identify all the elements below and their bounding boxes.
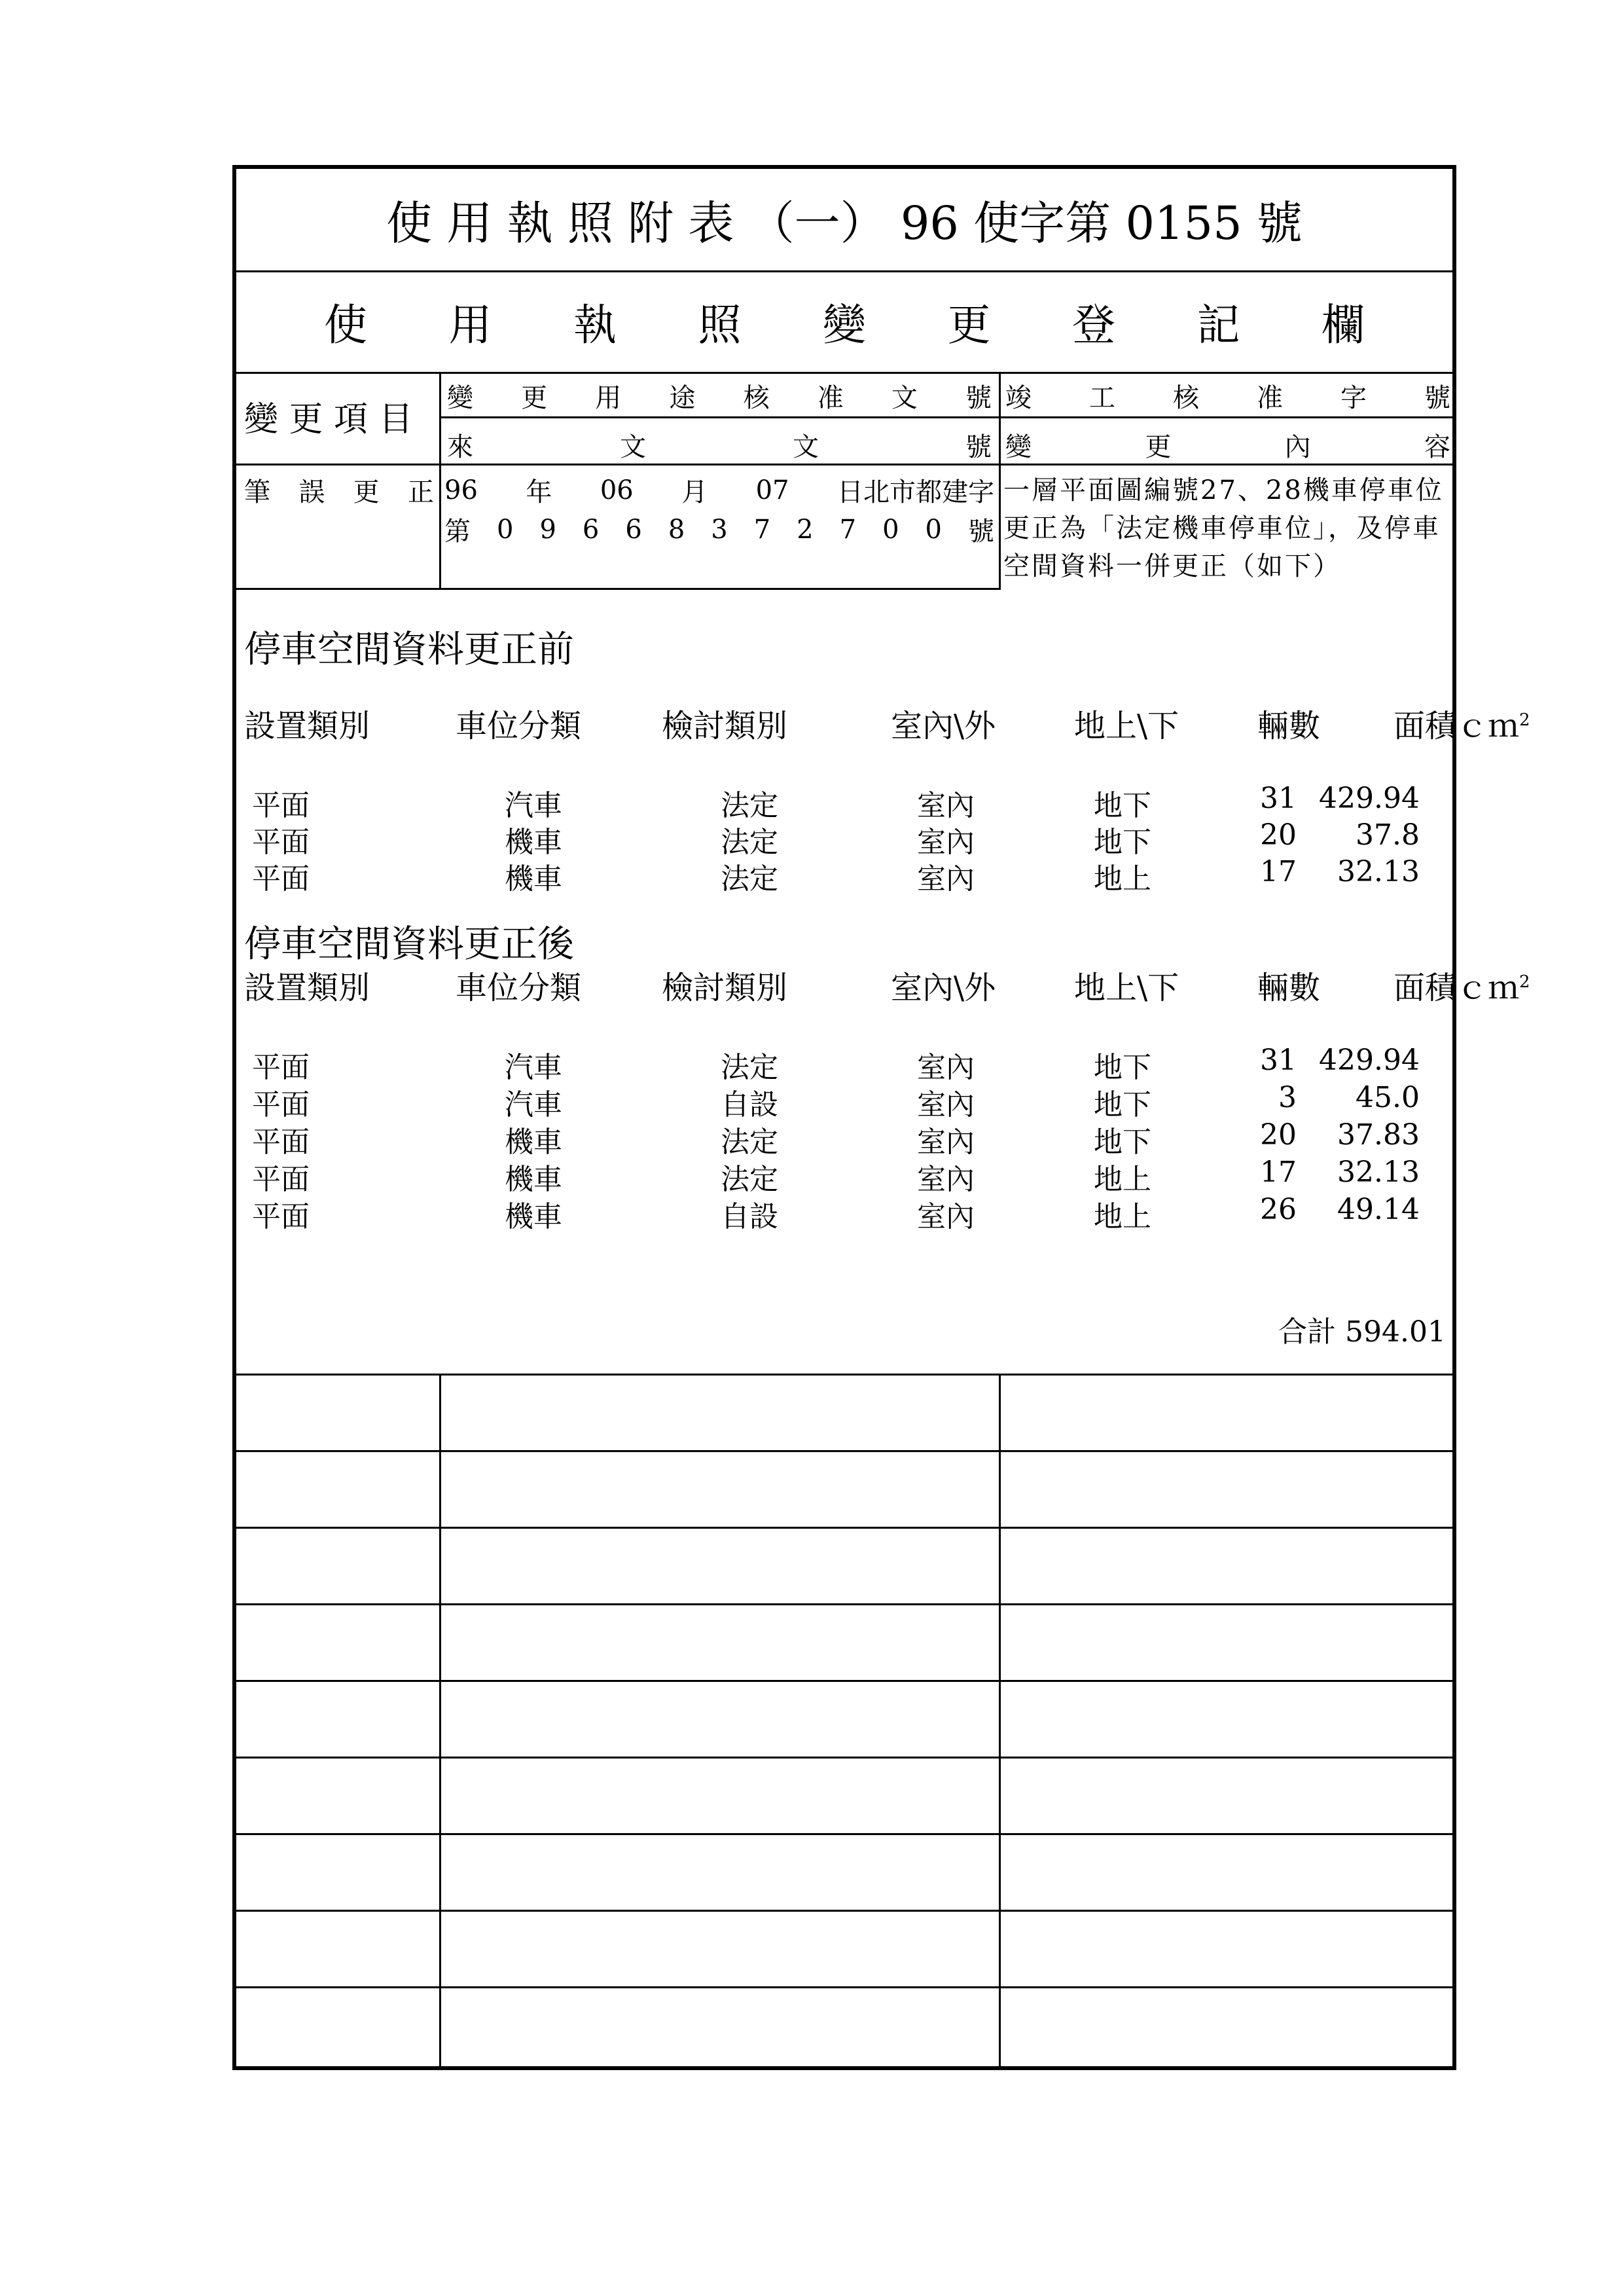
row-indoor: 室內 [917, 826, 975, 859]
divider [236, 1680, 1452, 1682]
row-area: 32.13 [1337, 1156, 1420, 1189]
before-title: 停車空間資料更正前 [244, 629, 574, 671]
row-review: 法定 [721, 789, 778, 822]
divider [236, 1374, 1452, 1376]
header-indoor: 室內\外 [891, 708, 996, 744]
label-char: 更 [521, 383, 548, 413]
row-review: 自設 [721, 1088, 778, 1121]
row-ground: 地上 [1094, 862, 1151, 896]
label-char: 變 [447, 383, 473, 413]
row-spot: 機車 [505, 862, 562, 896]
row-indoor: 室內 [917, 862, 975, 896]
subtitle-char: 登 [1072, 300, 1115, 350]
row-count: 31 [1260, 782, 1297, 815]
value-char: 第 [444, 517, 471, 547]
value-char: 7 [753, 514, 771, 545]
row-spot: 機車 [505, 1125, 562, 1159]
value-char: 06 [600, 475, 634, 505]
label-char: 文 [891, 383, 918, 413]
label-char: 內 [1284, 432, 1311, 462]
row-ground: 地下 [1094, 789, 1151, 822]
value-char: 9 [539, 514, 556, 545]
row-area: 429.94 [1319, 1044, 1420, 1077]
row-ground: 地下 [1094, 826, 1151, 859]
after-title: 停車空間資料更正後 [244, 923, 574, 966]
value-char: 2 [797, 514, 814, 545]
label-char: 文 [620, 432, 646, 462]
subtitle [236, 270, 1452, 372]
label-char: 准 [817, 383, 844, 413]
row-area: 49.14 [1337, 1193, 1420, 1226]
header-ground: 地上\下 [1074, 708, 1179, 744]
header-review: 檢討類別 [662, 708, 788, 744]
value-char: 07 [755, 475, 789, 505]
label-char: 號 [965, 383, 992, 413]
document-frame [232, 165, 1530, 2070]
row-type: 平面 [252, 826, 310, 859]
divider [999, 1374, 1001, 2066]
label-char: 核 [1173, 383, 1199, 413]
header-count: 輛數 [1257, 708, 1321, 744]
row-type: 平面 [252, 1200, 310, 1233]
value-char: 96 [444, 475, 478, 505]
subtitle-char: 更 [947, 300, 991, 350]
value-char: 6 [582, 514, 600, 545]
row-spot: 汽車 [505, 789, 562, 822]
total-area: 合計 594.01 [1278, 1315, 1446, 1349]
label-char: 變 [1005, 432, 1032, 462]
header-indoor: 室內\外 [891, 970, 996, 1006]
value-char: 3 [711, 514, 728, 545]
label-char: 號 [965, 432, 992, 462]
row-area: 37.8 [1356, 818, 1420, 852]
row-spot: 機車 [505, 1163, 562, 1196]
divider [236, 1910, 1452, 1912]
label-char: 竣 [1005, 383, 1032, 413]
row-count: 17 [1260, 1156, 1297, 1189]
divider [236, 464, 1452, 465]
header-count: 輛數 [1257, 970, 1321, 1006]
row-type: 平面 [252, 862, 310, 896]
divider [236, 1757, 1452, 1758]
subtitle-char: 記 [1196, 300, 1240, 350]
change-item-value [244, 471, 434, 509]
row-type: 平面 [252, 1125, 310, 1159]
subtitle-char: 欄 [1321, 300, 1365, 350]
row-indoor: 室內 [917, 789, 975, 822]
value-char: 更 [353, 477, 380, 507]
value-char: 月 [681, 477, 708, 507]
row-indoor: 室內 [917, 1051, 975, 1084]
row-indoor: 室內 [917, 1163, 975, 1196]
value-char: 8 [668, 514, 685, 545]
row-area: 429.94 [1319, 782, 1420, 815]
divider [999, 372, 1001, 588]
header-type: 設置類別 [244, 970, 370, 1006]
row-indoor: 室內 [917, 1200, 975, 1233]
row-spot: 機車 [505, 826, 562, 859]
value-char: 6 [625, 514, 642, 545]
label-char: 來 [447, 432, 473, 462]
row-review: 法定 [721, 862, 778, 896]
divider [236, 372, 1452, 374]
label-char: 字 [1340, 383, 1367, 413]
row-count: 20 [1260, 1118, 1297, 1152]
page-title: 使 用 執 照 附 表 （一） 96 使字第 0155 號 [386, 196, 1303, 250]
divider [236, 1603, 1452, 1605]
row-area: 32.13 [1337, 855, 1420, 888]
label-char: 容 [1424, 432, 1450, 462]
label-char: 更 [1145, 432, 1172, 462]
label-char: 號 [1424, 383, 1450, 413]
row-spot: 汽車 [505, 1051, 562, 1084]
row-area: 45.0 [1356, 1081, 1420, 1114]
divider [439, 1374, 441, 2066]
row-review: 法定 [721, 1051, 778, 1084]
row-spot: 機車 [505, 1200, 562, 1233]
row-count: 31 [1260, 1044, 1297, 1077]
row-count: 26 [1260, 1193, 1297, 1226]
value-char: 0 [925, 514, 942, 545]
value-char: 0 [882, 514, 899, 545]
value-char: 日北市都建字 [836, 477, 994, 507]
row-ground: 地上 [1094, 1163, 1151, 1196]
row-review: 法定 [721, 826, 778, 859]
row-type: 平面 [252, 1051, 310, 1084]
row-review: 法定 [721, 1125, 778, 1159]
label-char: 核 [743, 383, 770, 413]
row-ground: 地下 [1094, 1125, 1151, 1159]
row-type: 平面 [252, 789, 310, 822]
subtitle-char: 執 [573, 300, 617, 350]
header-type: 設置類別 [244, 708, 370, 744]
subtitle-text [324, 290, 1365, 352]
header-review: 檢討類別 [662, 970, 788, 1006]
value-char: 號 [967, 517, 994, 547]
subtitle-char: 照 [698, 300, 742, 350]
header-spot: 車位分類 [456, 708, 582, 744]
incoming-doc-label [447, 426, 992, 464]
row-indoor: 室內 [917, 1088, 975, 1121]
label-char: 途 [669, 383, 696, 413]
approval-no-label [447, 377, 992, 414]
header-spot: 車位分類 [456, 970, 582, 1006]
label-char: 工 [1089, 383, 1115, 413]
row-indoor: 室內 [917, 1125, 975, 1159]
label-char: 用 [595, 383, 622, 413]
divider [439, 416, 1452, 418]
value-char: 筆 [244, 477, 270, 507]
doc-number-line2 [444, 511, 994, 548]
divider [236, 1527, 1452, 1529]
header-ground: 地上\下 [1074, 970, 1179, 1006]
header-area: 面積ｃｍ$^2$ [1393, 708, 1530, 744]
row-review: 法定 [721, 1163, 778, 1196]
divider [236, 1833, 1452, 1835]
row-spot: 汽車 [505, 1088, 562, 1121]
label-char: 文 [793, 432, 819, 462]
subtitle-char: 用 [448, 300, 492, 350]
row-count: 3 [1278, 1081, 1297, 1114]
change-content-label [1005, 426, 1450, 464]
row-ground: 地下 [1094, 1088, 1151, 1121]
value-char: 0 [497, 514, 514, 545]
row-count: 20 [1260, 818, 1297, 852]
row-review: 自設 [721, 1200, 778, 1233]
header-area: 面積ｃｍ$^2$ [1393, 970, 1530, 1006]
completion-no-label [1005, 377, 1450, 414]
row-type: 平面 [252, 1088, 310, 1121]
divider [236, 588, 1001, 590]
doc-number-line1 [444, 471, 994, 509]
row-ground: 地下 [1094, 1051, 1151, 1084]
subtitle-char: 使 [324, 300, 367, 350]
subtitle-char: 變 [823, 300, 866, 350]
divider [439, 372, 441, 588]
value-char: 7 [839, 514, 857, 545]
row-ground: 地上 [1094, 1200, 1151, 1233]
divider [236, 1450, 1452, 1452]
row-area: 37.83 [1337, 1118, 1420, 1152]
row-count: 17 [1260, 855, 1297, 888]
change-content: 一層平面圖編號27、28機車停車位更正為「法定機車停車位」，及停車空間資料一併更正（如下） [1003, 475, 1444, 581]
divider [236, 1986, 1452, 1988]
value-char: 正 [407, 477, 434, 507]
label-char: 准 [1257, 383, 1283, 413]
value-char: 年 [526, 477, 552, 507]
change-item-label: 變 更 項 目 [244, 400, 413, 439]
value-char: 誤 [298, 477, 325, 507]
row-type: 平面 [252, 1163, 310, 1196]
